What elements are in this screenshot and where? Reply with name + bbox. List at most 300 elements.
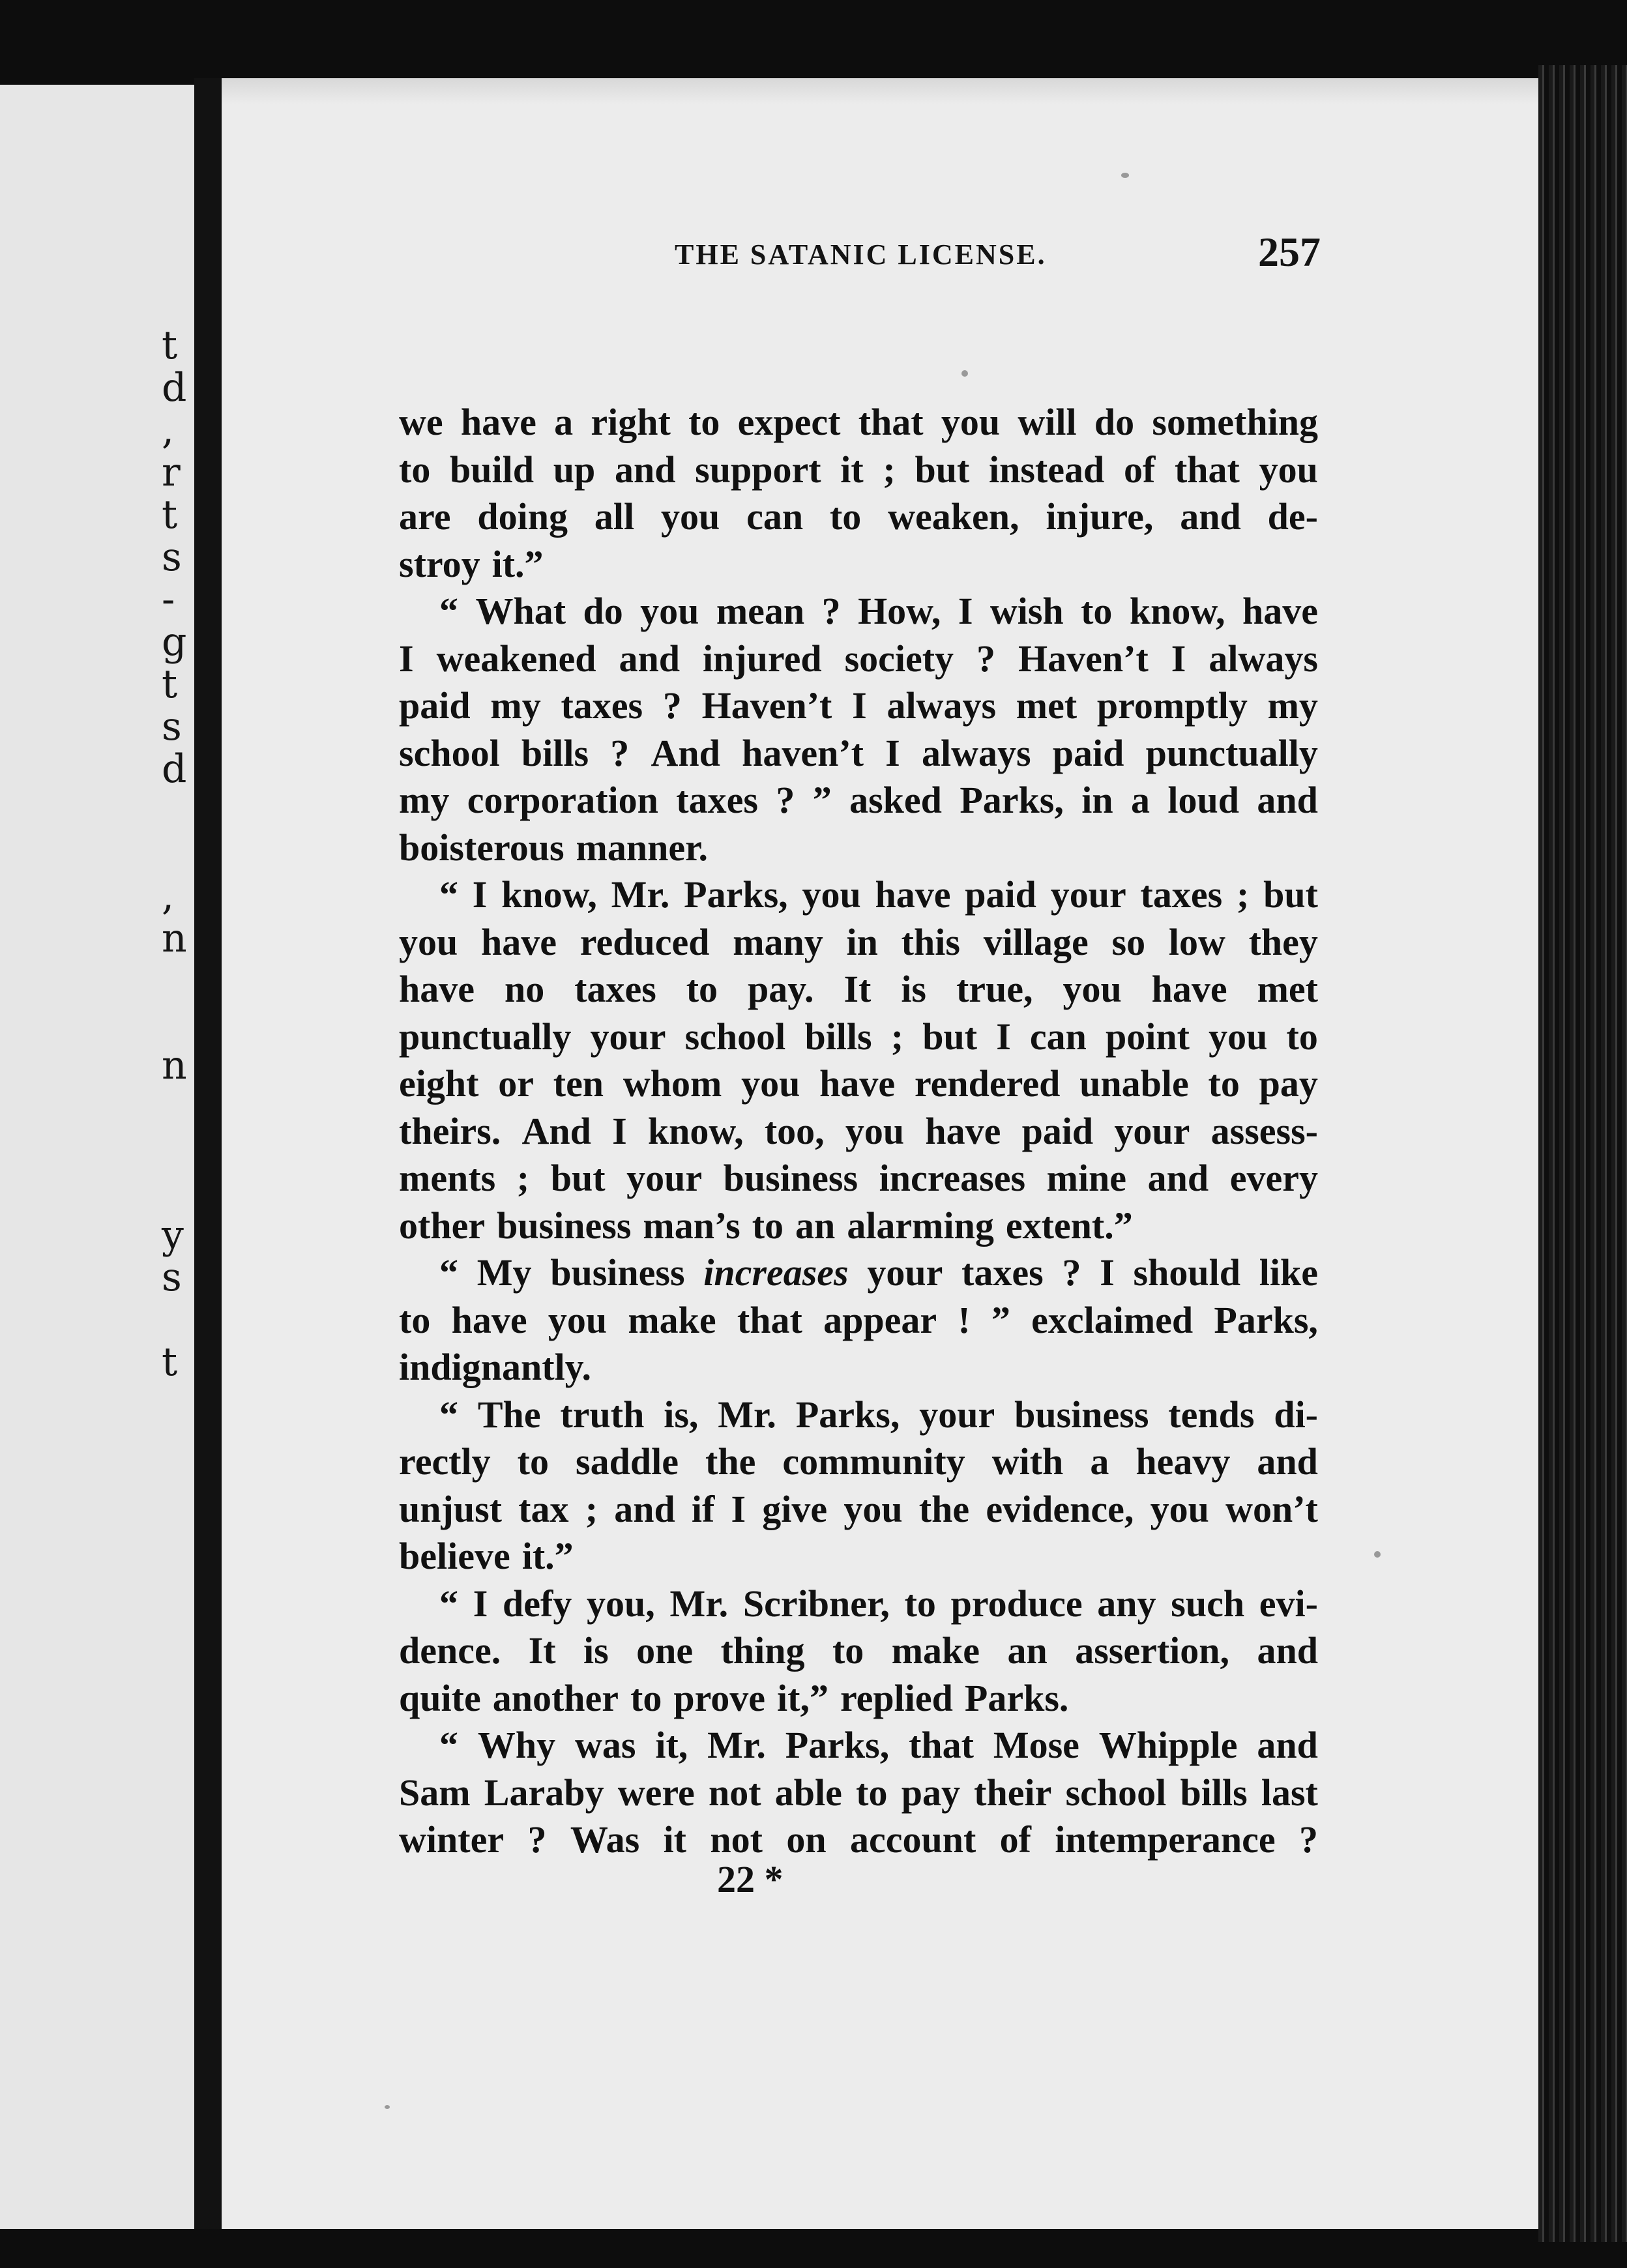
- word: pay.: [747, 968, 814, 1010]
- word: such: [1171, 1582, 1245, 1625]
- word: taxes: [961, 1251, 1044, 1294]
- word: And: [521, 1109, 591, 1152]
- word: is: [901, 968, 926, 1010]
- word: paid: [965, 873, 1036, 916]
- word: Mr.: [707, 1724, 766, 1766]
- word: met: [1016, 684, 1077, 727]
- word: but: [915, 448, 970, 491]
- word: your: [919, 1393, 995, 1436]
- text-line: [399, 1438, 1318, 1486]
- word: but: [1263, 873, 1318, 916]
- word: village: [983, 920, 1089, 963]
- show-through-mark: [385, 2105, 390, 2109]
- word: quite: [399, 1676, 481, 1719]
- word: Parks,: [684, 873, 788, 916]
- left-page-fragment: d: [162, 365, 187, 411]
- word: I: [731, 1487, 746, 1530]
- word: It: [528, 1629, 556, 1672]
- word: or: [498, 1062, 534, 1105]
- word: support: [695, 448, 821, 491]
- word: do: [583, 590, 623, 632]
- left-page-fragment: n: [162, 916, 187, 961]
- word: your: [1114, 1109, 1190, 1152]
- word: last: [1261, 1771, 1318, 1814]
- word: How,: [858, 590, 941, 632]
- word: that: [737, 1298, 802, 1341]
- word: know,: [647, 1109, 744, 1152]
- word: Haven’t: [701, 684, 832, 727]
- word: not: [710, 1818, 763, 1861]
- word: bills: [804, 1015, 872, 1058]
- word: an: [1007, 1629, 1048, 1672]
- left-page-fragment: s: [162, 1255, 182, 1300]
- word: your: [590, 1015, 666, 1058]
- previous-page-edge: [0, 85, 194, 2229]
- word: in: [1081, 779, 1113, 821]
- word: rendered: [914, 1062, 1061, 1105]
- left-page-fragment: s: [162, 534, 182, 580]
- word: “: [439, 1724, 458, 1766]
- word: haven’t: [742, 731, 864, 774]
- word: that: [1174, 448, 1240, 491]
- word: in: [846, 920, 878, 963]
- word: you: [802, 873, 861, 916]
- word: many: [733, 920, 823, 963]
- word: punctually: [399, 1015, 572, 1058]
- word: you,: [587, 1582, 655, 1625]
- word: a: [1090, 1440, 1109, 1483]
- word: is,: [664, 1393, 699, 1436]
- word: account: [849, 1818, 976, 1861]
- text-line: [399, 1108, 1318, 1156]
- word: it.”: [491, 542, 544, 585]
- left-page-fragment: g: [162, 619, 187, 665]
- word: ?: [610, 731, 630, 774]
- word: doing: [477, 495, 568, 538]
- word: school: [1065, 1771, 1167, 1814]
- word: Haven’t: [1018, 637, 1149, 680]
- word: Parks,: [960, 779, 1064, 821]
- word: know,: [1129, 590, 1225, 632]
- word: pay: [901, 1771, 960, 1814]
- word: I: [472, 873, 488, 916]
- word: to: [630, 1676, 662, 1719]
- text-line: [399, 919, 1318, 967]
- word: winter: [399, 1818, 505, 1861]
- page-top-shadow: [222, 78, 1538, 104]
- word: unable: [1079, 1062, 1189, 1105]
- word: theirs.: [399, 1109, 501, 1152]
- word: point: [1106, 1015, 1190, 1058]
- word: saddle: [576, 1440, 679, 1483]
- word: increases: [879, 1157, 1026, 1199]
- word: weakened: [436, 637, 596, 680]
- word: Scribner,: [742, 1582, 890, 1625]
- word: but: [550, 1157, 606, 1199]
- left-page-fragment: ,: [162, 407, 175, 453]
- word: I: [473, 1582, 488, 1625]
- text-line: [399, 635, 1318, 683]
- text-line: [399, 1816, 1318, 1864]
- left-page-fragment: ,: [162, 873, 175, 919]
- word: to: [686, 968, 718, 1010]
- word: defy: [502, 1582, 572, 1625]
- text-line: [399, 1769, 1318, 1817]
- word: up: [553, 448, 596, 491]
- word: to: [904, 1582, 936, 1625]
- left-page-fragment: t: [162, 323, 178, 368]
- word: the: [705, 1440, 756, 1483]
- text-line: [399, 1722, 1318, 1769]
- word: one: [636, 1629, 694, 1672]
- word: something: [1152, 401, 1318, 443]
- word: any: [1097, 1582, 1156, 1625]
- word: give: [762, 1487, 828, 1530]
- text-line: [399, 1297, 1318, 1345]
- word: you: [660, 495, 720, 538]
- word: and: [614, 448, 676, 491]
- word: your: [867, 1251, 943, 1294]
- word: ;: [516, 1157, 530, 1199]
- word: their: [974, 1771, 1052, 1814]
- word: it: [663, 1818, 686, 1861]
- word: Sam: [399, 1771, 471, 1814]
- word: mean: [716, 590, 805, 632]
- show-through-mark: [1121, 173, 1129, 178]
- word: taxes: [574, 968, 656, 1010]
- word: increases: [703, 1251, 849, 1294]
- word: and: [1257, 779, 1318, 821]
- word: you: [399, 920, 458, 963]
- word: Parks,: [1214, 1298, 1318, 1341]
- word: have: [399, 968, 475, 1010]
- word: business: [1014, 1393, 1149, 1436]
- word: “: [439, 1251, 458, 1294]
- word: to: [832, 1629, 864, 1672]
- word: every: [1229, 1157, 1318, 1199]
- word: always: [1209, 637, 1318, 680]
- word: Mr.: [611, 873, 670, 916]
- text-line: [399, 1486, 1318, 1534]
- word: you: [548, 1298, 608, 1341]
- word: ;: [883, 448, 896, 491]
- word: It: [843, 968, 872, 1010]
- word: exclaimed: [1031, 1298, 1194, 1341]
- word: my: [490, 684, 541, 727]
- word: bills: [521, 731, 589, 774]
- word: ;: [585, 1487, 598, 1530]
- book-gutter: [194, 78, 222, 2229]
- word: you: [1150, 1487, 1209, 1530]
- left-page-fragment: t: [162, 492, 178, 538]
- word: you: [845, 1109, 905, 1152]
- word: school: [399, 731, 500, 774]
- word: to: [829, 495, 862, 538]
- word: are: [399, 495, 451, 538]
- word: and: [1257, 1724, 1318, 1766]
- word: all: [594, 495, 635, 538]
- word: you: [941, 401, 1001, 443]
- word: man’s: [643, 1204, 740, 1247]
- word: I: [1100, 1251, 1115, 1294]
- word: know,: [501, 873, 597, 916]
- word: I: [612, 1109, 627, 1152]
- word: with: [991, 1440, 1064, 1483]
- word: punctually: [1145, 731, 1318, 774]
- text-line: [399, 730, 1318, 778]
- word: injure,: [1046, 495, 1154, 538]
- word: heavy: [1136, 1440, 1231, 1483]
- word: another: [492, 1676, 619, 1719]
- word: dence.: [399, 1629, 501, 1672]
- word: evidence,: [986, 1487, 1134, 1530]
- word: is: [583, 1629, 609, 1672]
- word: “: [439, 590, 458, 632]
- word: tax: [518, 1487, 569, 1530]
- word: taxes: [676, 779, 758, 821]
- word: build: [450, 448, 535, 491]
- word: ?: [662, 684, 682, 727]
- word: it: [840, 448, 864, 491]
- word: my: [1267, 684, 1318, 727]
- word: I: [399, 637, 414, 680]
- word: and: [619, 637, 680, 680]
- word: taxes: [561, 684, 643, 727]
- text-line: [399, 446, 1318, 494]
- running-head: THE SATANIC LICENSE.: [675, 239, 1047, 270]
- word: ”: [991, 1298, 1010, 1341]
- word: Mr.: [669, 1582, 729, 1625]
- word: you: [1209, 1015, 1268, 1058]
- text-line: [399, 1391, 1318, 1439]
- word: a: [554, 401, 574, 443]
- word: have: [1151, 968, 1227, 1010]
- word: What: [475, 590, 566, 632]
- word: manner.: [576, 826, 709, 869]
- word: ;: [890, 1015, 904, 1058]
- left-page-fragment: r: [162, 450, 181, 495]
- word: !: [958, 1298, 971, 1341]
- word: corporation: [467, 779, 658, 821]
- text-line: [399, 1249, 1318, 1297]
- word: Parks,: [795, 1393, 900, 1436]
- text-line: [399, 1060, 1318, 1108]
- show-through-mark: [1374, 1551, 1381, 1558]
- word: to: [517, 1440, 549, 1483]
- word: were: [617, 1771, 695, 1814]
- text-line: [399, 966, 1318, 1013]
- word: “: [439, 873, 458, 916]
- word: have: [1242, 590, 1318, 632]
- word: met: [1257, 968, 1318, 1010]
- word: ten: [553, 1062, 604, 1105]
- word: on: [786, 1818, 827, 1861]
- text-line: [399, 588, 1318, 635]
- word: de-: [1267, 495, 1318, 538]
- left-page-fragment: -: [162, 577, 175, 622]
- text-line: [399, 493, 1318, 541]
- word: to: [688, 401, 720, 443]
- word: pay: [1259, 1062, 1318, 1105]
- word: should: [1133, 1251, 1240, 1294]
- word: you: [1063, 968, 1122, 1010]
- show-through-mark: [961, 370, 968, 377]
- word: and: [1257, 1629, 1318, 1672]
- word: my: [399, 779, 450, 821]
- word: not: [709, 1771, 761, 1814]
- word: ?: [1298, 1818, 1318, 1861]
- word: thing: [720, 1629, 805, 1672]
- word: to: [752, 1204, 784, 1247]
- word: this: [901, 920, 960, 963]
- word: whom: [623, 1062, 722, 1105]
- word: reduced: [579, 920, 710, 963]
- word: wish: [989, 590, 1064, 632]
- word: promptly: [1096, 684, 1248, 727]
- word: to: [1286, 1015, 1318, 1058]
- word: Whipple: [1098, 1724, 1238, 1766]
- word: rectly: [399, 1440, 491, 1483]
- word: the: [918, 1487, 970, 1530]
- left-page-fragment: y: [162, 1212, 184, 1258]
- word: low: [1168, 920, 1225, 963]
- text-line: [399, 1155, 1318, 1202]
- word: I: [958, 590, 973, 632]
- text-line: [399, 1013, 1318, 1061]
- body-text: [399, 399, 1318, 1864]
- word: and: [1180, 495, 1241, 538]
- word: you: [843, 1487, 903, 1530]
- word: will: [1018, 401, 1077, 443]
- word: it,”: [777, 1676, 828, 1719]
- left-page-fragment: t: [162, 1339, 178, 1385]
- signature-mark: 22 *: [717, 1858, 784, 1900]
- word: have: [925, 1109, 1001, 1152]
- word: and: [1257, 1440, 1318, 1483]
- word: eight: [399, 1062, 479, 1105]
- left-page-fragment: n: [162, 1043, 187, 1088]
- word: Parks.: [964, 1676, 1069, 1719]
- word: if: [691, 1487, 715, 1530]
- word: ?: [1062, 1251, 1081, 1294]
- word: no: [504, 968, 545, 1010]
- word: to: [1208, 1062, 1240, 1105]
- word: too,: [764, 1109, 825, 1152]
- word: that: [909, 1724, 974, 1766]
- word: of: [999, 1818, 1031, 1861]
- word: it.”: [521, 1535, 574, 1577]
- word: I: [852, 684, 867, 727]
- word: so: [1111, 920, 1146, 963]
- word: extent.”: [1005, 1204, 1133, 1247]
- word: produce: [950, 1582, 1083, 1625]
- word: that: [858, 401, 924, 443]
- word: ?: [527, 1818, 547, 1861]
- word: ?: [821, 590, 841, 632]
- word: paid: [1021, 1109, 1094, 1152]
- left-page-fragment: d: [162, 746, 187, 792]
- word: My: [476, 1251, 532, 1294]
- word: have: [875, 873, 951, 916]
- word: have: [819, 1062, 896, 1105]
- word: evi-: [1259, 1582, 1318, 1625]
- word: Mose: [993, 1724, 1079, 1766]
- word: “: [439, 1393, 458, 1436]
- word: ”: [812, 779, 832, 821]
- text-line: [399, 777, 1318, 824]
- word: to: [1081, 590, 1113, 632]
- word: bills: [1180, 1771, 1248, 1814]
- word: indignantly.: [399, 1346, 591, 1388]
- word: they: [1248, 920, 1318, 963]
- word: stroy: [399, 542, 480, 585]
- word: mine: [1046, 1157, 1127, 1199]
- word: able: [774, 1771, 842, 1814]
- word: ?: [976, 637, 996, 680]
- text-line: [399, 1344, 1318, 1391]
- word: and: [614, 1487, 675, 1530]
- word: prove: [673, 1676, 766, 1719]
- word: always: [921, 731, 1031, 774]
- word: can: [1029, 1015, 1087, 1058]
- word: right: [591, 401, 671, 443]
- word: community: [782, 1440, 965, 1483]
- word: school: [684, 1015, 786, 1058]
- word: and: [1147, 1157, 1209, 1199]
- word: Mr.: [718, 1393, 776, 1436]
- word: have: [481, 920, 557, 963]
- word: loud: [1167, 779, 1239, 821]
- word: believe: [399, 1535, 510, 1577]
- text-line: [399, 1533, 1318, 1580]
- word: was: [575, 1724, 636, 1766]
- word: ments: [399, 1157, 496, 1199]
- text-line: [399, 399, 1318, 446]
- word: ;: [1236, 873, 1250, 916]
- word: it,: [655, 1724, 688, 1766]
- left-page-fragment: s: [162, 704, 182, 749]
- word: Was: [570, 1818, 640, 1861]
- word: to: [399, 1298, 431, 1341]
- word: injured: [702, 637, 822, 680]
- word: truth: [560, 1393, 645, 1436]
- word: business: [723, 1157, 858, 1199]
- word: expect: [737, 401, 841, 443]
- word: The: [477, 1393, 541, 1436]
- word: an: [795, 1204, 836, 1247]
- word: I: [1171, 637, 1186, 680]
- word: assess-: [1210, 1109, 1318, 1152]
- word: can: [746, 495, 804, 538]
- word: tends: [1168, 1393, 1255, 1436]
- word: unjust: [399, 1487, 502, 1530]
- text-line: [399, 1627, 1318, 1675]
- left-page-fragment: t: [162, 662, 178, 707]
- word: a: [1130, 779, 1150, 821]
- word: weaken,: [888, 495, 1019, 538]
- word: you: [1259, 448, 1318, 491]
- word: always: [887, 684, 997, 727]
- text-line: [399, 1580, 1318, 1628]
- word: “: [439, 1582, 458, 1625]
- word: true,: [956, 968, 1033, 1010]
- word: you: [741, 1062, 800, 1105]
- word: of: [1123, 448, 1156, 491]
- word: replied: [840, 1676, 953, 1719]
- text-line: [399, 682, 1318, 730]
- word: Laraby: [484, 1771, 604, 1814]
- page-number: 257: [1258, 229, 1321, 275]
